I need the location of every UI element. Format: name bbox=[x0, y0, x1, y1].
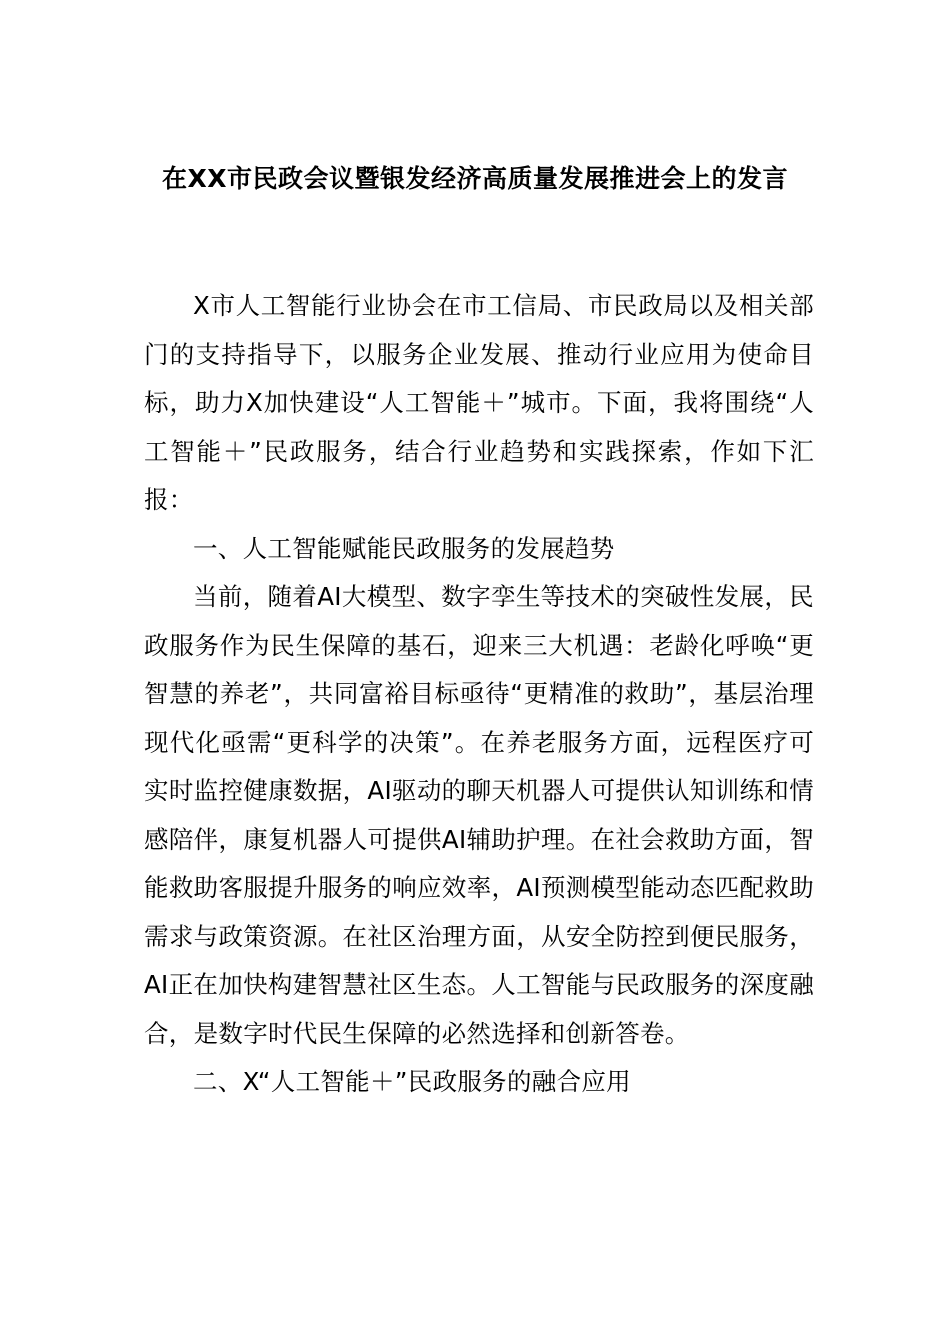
section-heading-1: 一、人工智能赋能民政服务的发展趋势 bbox=[193, 533, 615, 563]
intro-paragraph: X市人工智能行业协会在市工信局、市民政局以及相关部门的支持指导下，以服务企业发展、推动行业应用为使命目标，助力X加快建设“人工智能＋”城市。下面，我将围绕“人工智能＋”民政服务，结合行业趋势和实践探索，作如下汇报： bbox=[144, 291, 814, 514]
section-1-paragraph: 当前，随着AI大模型、数字孪生等技术的突破性发展，民政服务作为民生保障的基石，迎来三大机遇：老龄化呼唤“更智慧的养老”，共同富裕目标亟待“更精准的救助”，基层治理现代化亟需“更科学的决策”。在养老服务方面，远程医疗可实时监控健康数据，AI驱动的聊天机器人可提供认知训练和情感陪伴，康复机器人可提供AI辅助护理。在社会救助方面，智能救助客服提升服务的响应效率，AI预测模型能动态匹配救助需求与政策资源。在社区治理方面，从安全防控到便民服务，AI正在加快构建智慧社区生态。人工智能与民政服务的深度融合，是数字时代民生保障的必然选择和创新答卷。 bbox=[144, 582, 814, 1048]
section-heading-2: 二、X“人工智能＋”民政服务的融合应用 bbox=[193, 1067, 631, 1096]
document-body bbox=[144, 282, 814, 1107]
document-title: 在XX市民政会议暨银发经济高质量发展推进会上的发言 bbox=[161, 164, 789, 193]
